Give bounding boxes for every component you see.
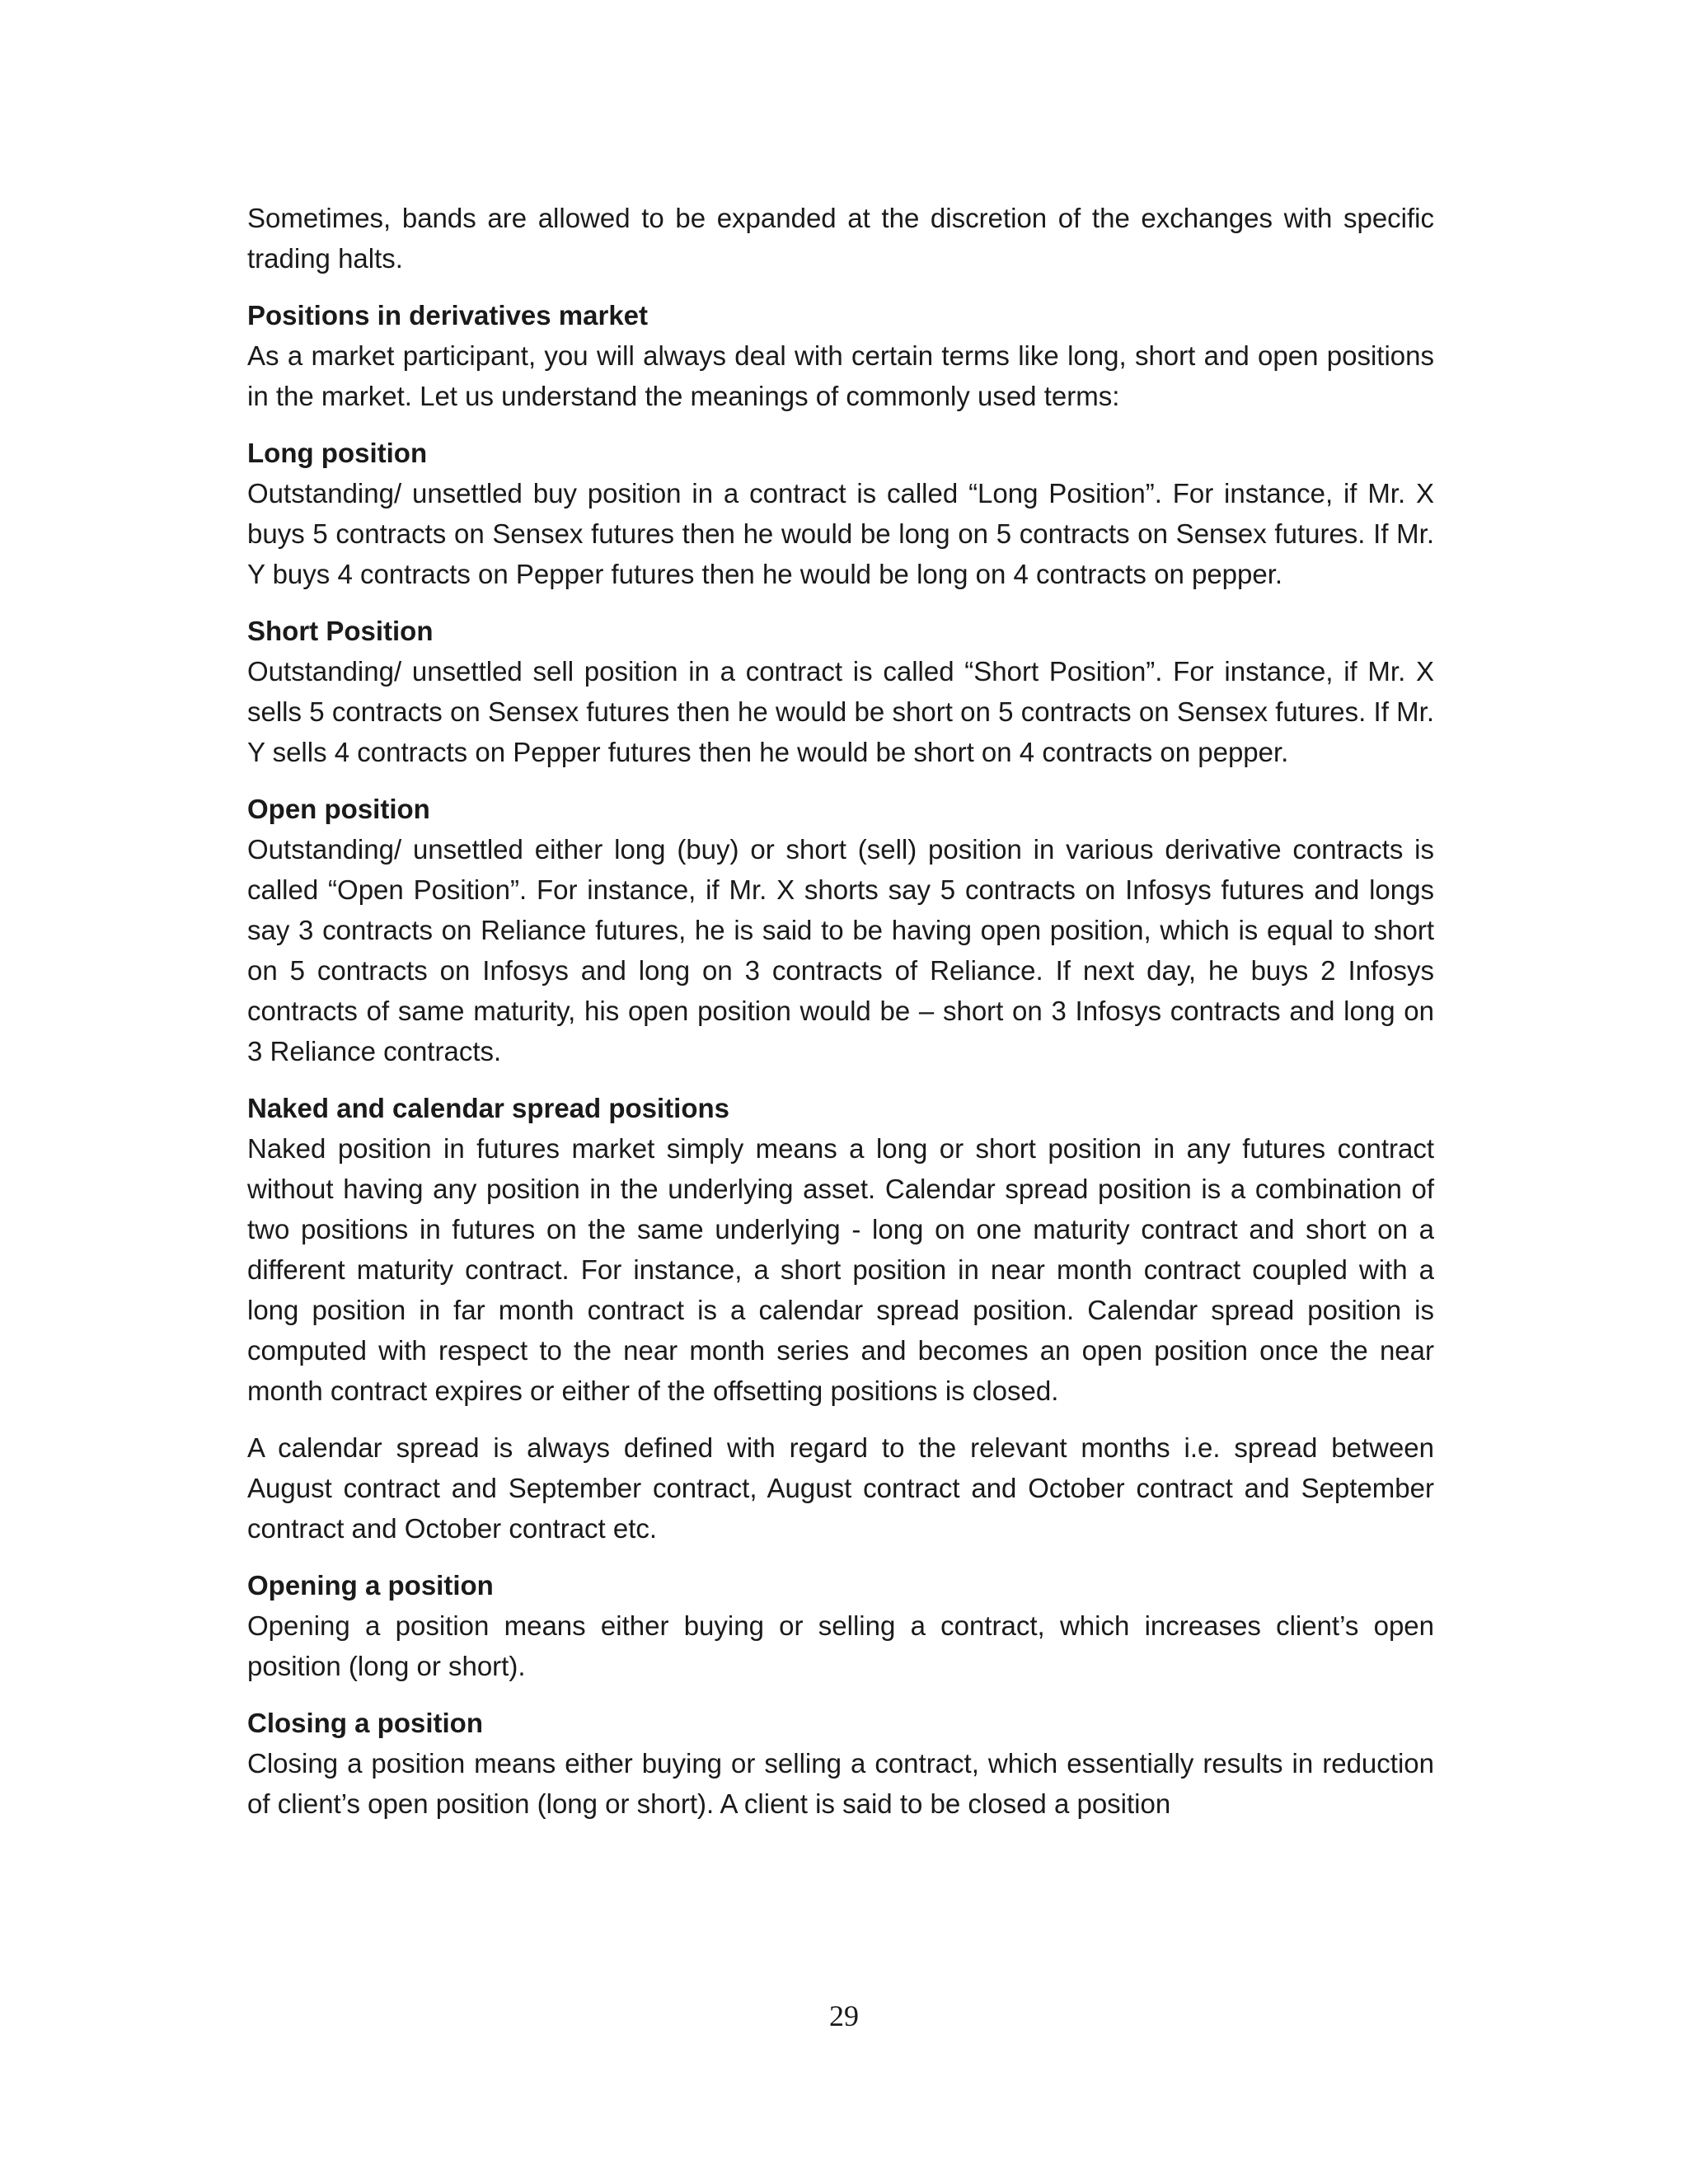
- section-long-position: [247, 433, 1434, 594]
- page-content: [247, 198, 1434, 1840]
- section-paragraph: As a market participant, you will always deal with certain terms like long, short and open positions in the market. Let us understand the meanings of commonly used terms:: [247, 340, 1434, 411]
- section-heading: Naked and calendar spread positions: [247, 1093, 730, 1123]
- section-paragraph: Outstanding/ unsettled buy position in a contract is called “Long Position”. For instance, if Mr. X buys 5 contracts on Sensex futures then he would be long on 5 contracts on Sensex futures. If Mr. Y buys 4 contracts on Pepper futures then he would be long on 4 contracts on pepper.: [247, 478, 1434, 589]
- section-paragraph: Naked position in futures market simply means a long or short position in any futures contract without having any position in the underlying asset. Calendar spread position is a combination of two positions in futures on the same underlying - long on one maturity contract and short on a different maturity contract. For instance, a short position in near month contract coupled with a long position in far month contract is a calendar spread position. Calendar spread position is computed with respect to the near month series and becomes an open position once the near month contract expires or either of the offsetting positions is closed.: [247, 1133, 1434, 1406]
- page-number: 29: [829, 1999, 859, 2032]
- section-opening-a-position: [247, 1565, 1434, 1686]
- section-heading: Positions in derivatives market: [247, 300, 649, 330]
- section-heading: Opening a position: [247, 1570, 494, 1601]
- section-naked-and-calendar-spread-positions: [247, 1088, 1434, 1549]
- section-short-position: [247, 611, 1434, 772]
- section-closing-a-position: [247, 1703, 1434, 1824]
- section-open-position: [247, 789, 1434, 1071]
- section-paragraph: Outstanding/ unsettled either long (buy) or short (sell) position in various derivative contracts is called “Open Position”. For instance, if Mr. X shorts say 5 contracts on Infosys futures and longs say 3 contracts on Reliance futures, he is said to be having open position, which is equal to short on 5 contracts on Infosys and long on 3 contracts of Reliance. If next day, he buys 2 Infosys contracts of same maturity, his open position would be – short on 3 Infosys contracts and long on 3 Reliance contracts.: [247, 834, 1434, 1066]
- section-positions-in-derivatives-market: [247, 295, 1434, 416]
- section-paragraph: Closing a position means either buying or selling a contract, which essentially results in reduction of client’s open position (long or short). A client is said to be closed a position: [247, 1748, 1434, 1819]
- section-heading: Short Position: [247, 616, 434, 646]
- intro-paragraph: Sometimes, bands are allowed to be expanded at the discretion of the exchanges with specific trading halts.: [247, 203, 1434, 274]
- section-heading: Closing a position: [247, 1708, 483, 1738]
- section-paragraph: A calendar spread is always defined with regard to the relevant months i.e. spread between August contract and September contract, August contract and October contract and September contract and October contract etc.: [247, 1432, 1434, 1544]
- section-paragraph: Opening a position means either buying or selling a contract, which increases client’s open position (long or short).: [247, 1610, 1434, 1681]
- section-heading: Open position: [247, 794, 430, 824]
- section-heading: Long position: [247, 438, 428, 468]
- section-paragraph: Outstanding/ unsettled sell position in a contract is called “Short Position”. For instance, if Mr. X sells 5 contracts on Sensex futures then he would be short on 5 contracts on Sensex futures. If Mr. Y sells 4 contracts on Pepper futures then he would be short on 4 contracts on pepper.: [247, 656, 1434, 767]
